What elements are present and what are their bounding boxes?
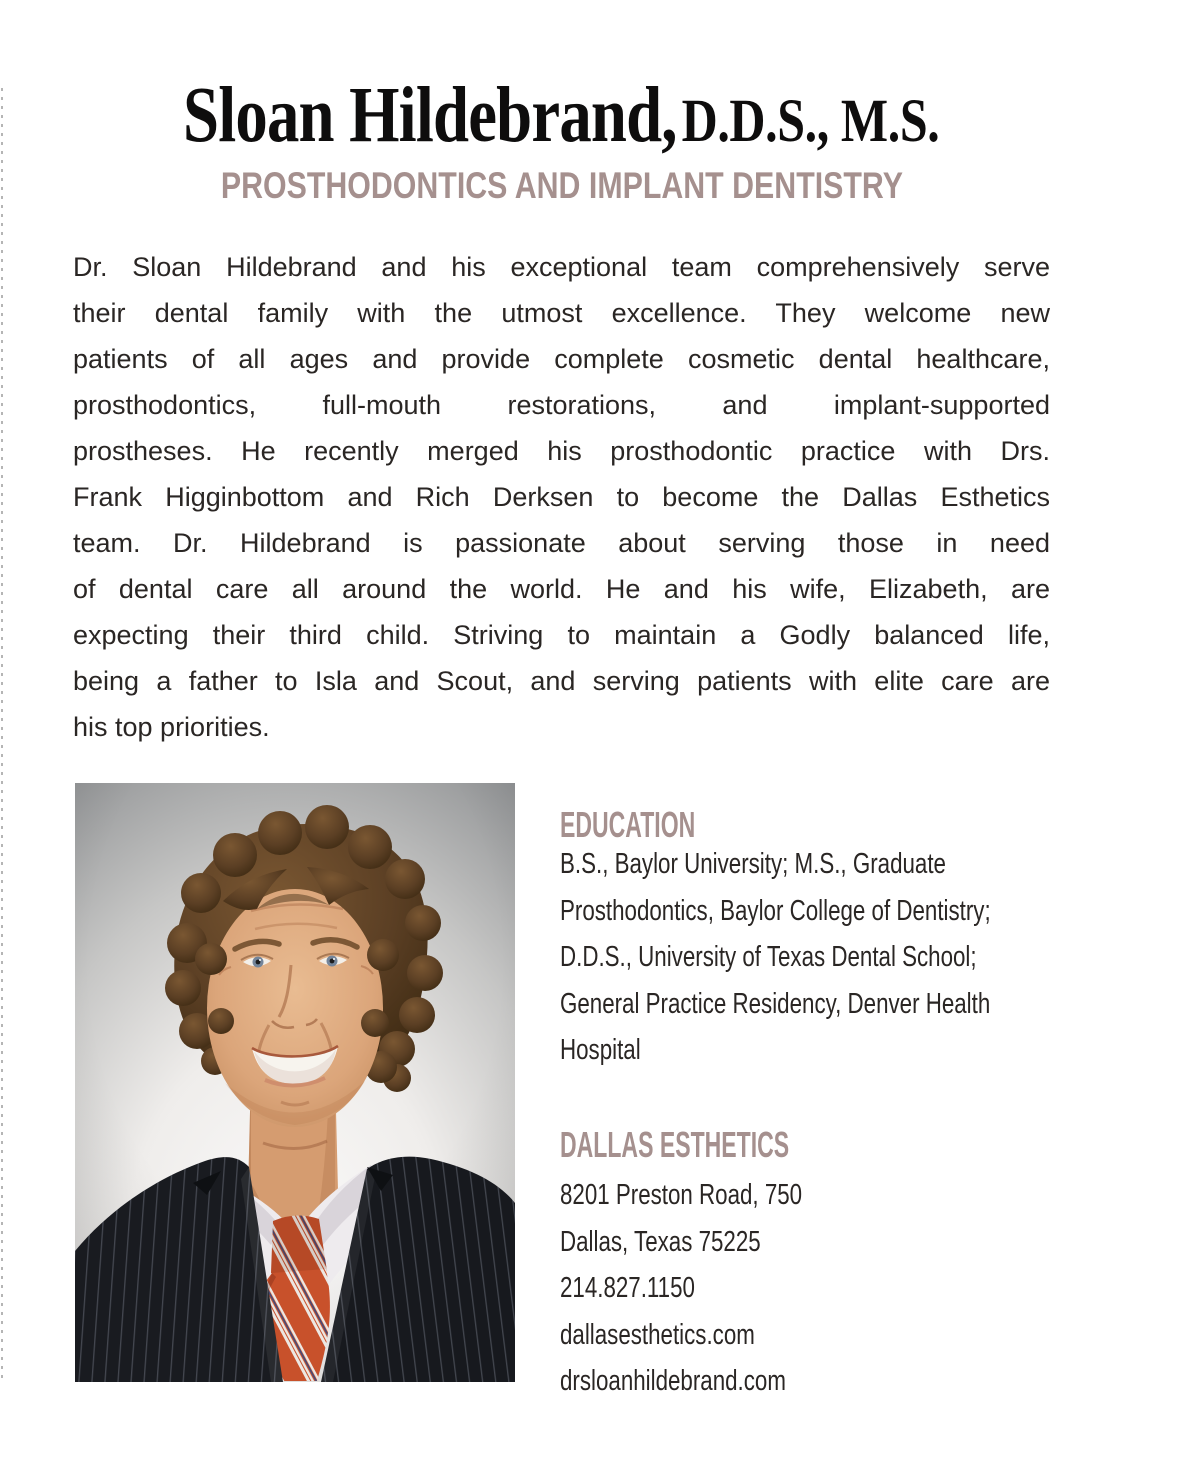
page-title <box>73 74 1050 164</box>
bio-line: Dr. Sloan Hildebrand and his exceptional team comprehensively serve <box>73 252 1050 282</box>
bio-line: expecting their third child. Striving to maintain a Godly balanced life, <box>73 620 1050 650</box>
bio-line: Frank Higginbottom and Rich Derksen to become the Dallas Esthetics <box>73 482 1050 512</box>
header <box>73 74 1050 206</box>
bio-line: team. Dr. Hildebrand is passionate about serving those in need <box>73 528 1050 558</box>
bio-line: their dental family with the utmost excellence. They welcome new <box>73 298 1050 328</box>
portrait-illustration <box>75 783 515 1382</box>
contact-column <box>560 783 1050 1397</box>
practice-contact-line: 214.827.1150 <box>560 1272 695 1304</box>
bio-line: prosthodontics, full-mouth restorations, and implant-supported <box>73 390 1050 420</box>
education-heading: EDUCATION <box>560 804 696 845</box>
education-line: General Practice Residency, Denver Health <box>560 987 991 1020</box>
practice-contact-text <box>560 1172 1099 1405</box>
bio-paragraph <box>73 244 1050 750</box>
education-line: Prosthodontics, Baylor College of Dentistry; <box>560 894 991 927</box>
bio-line: of dental care all around the world. He and his wife, Elizabeth, are <box>73 574 1050 604</box>
specialty-subtitle: PROSTHODONTICS AND IMPLANT DENTISTRY <box>220 165 903 206</box>
education-line: B.S., Baylor University; M.S., Graduate <box>560 848 946 880</box>
education-text <box>560 841 1099 1074</box>
portrait-photo <box>75 783 515 1382</box>
practice-contact-line: dallasesthetics.com <box>560 1318 755 1351</box>
bio-line: patients of all ages and provide complete cosmetic dental healthcare, <box>73 344 1050 374</box>
practice-contact-line: drsloanhildebrand.com <box>560 1365 786 1397</box>
practice-contact-line: 8201 Preston Road, 750 <box>560 1179 803 1211</box>
bio-line: prostheses. He recently merged his prosthodontic practice with Drs. <box>73 436 1050 466</box>
page-edge-perforation <box>1 88 3 1380</box>
practice-contact-line: Dallas, Texas 75225 <box>560 1225 761 1258</box>
doctor-name-title <box>183 74 939 164</box>
bio-line: being a father to Isla and Scout, and serving patients with elite care are <box>73 666 1050 696</box>
education-line: D.D.S., University of Texas Dental School; <box>560 941 977 973</box>
bio-line: his top priorities. <box>73 712 270 742</box>
doctor-credentials: D.D.S., M.S. <box>681 88 940 155</box>
doctor-name: Sloan Hildebrand, <box>183 72 678 159</box>
specialty-row <box>73 166 1050 206</box>
education-line: Hospital <box>560 1034 641 1066</box>
practice-heading: DALLAS ESTHETICS <box>560 1124 790 1165</box>
